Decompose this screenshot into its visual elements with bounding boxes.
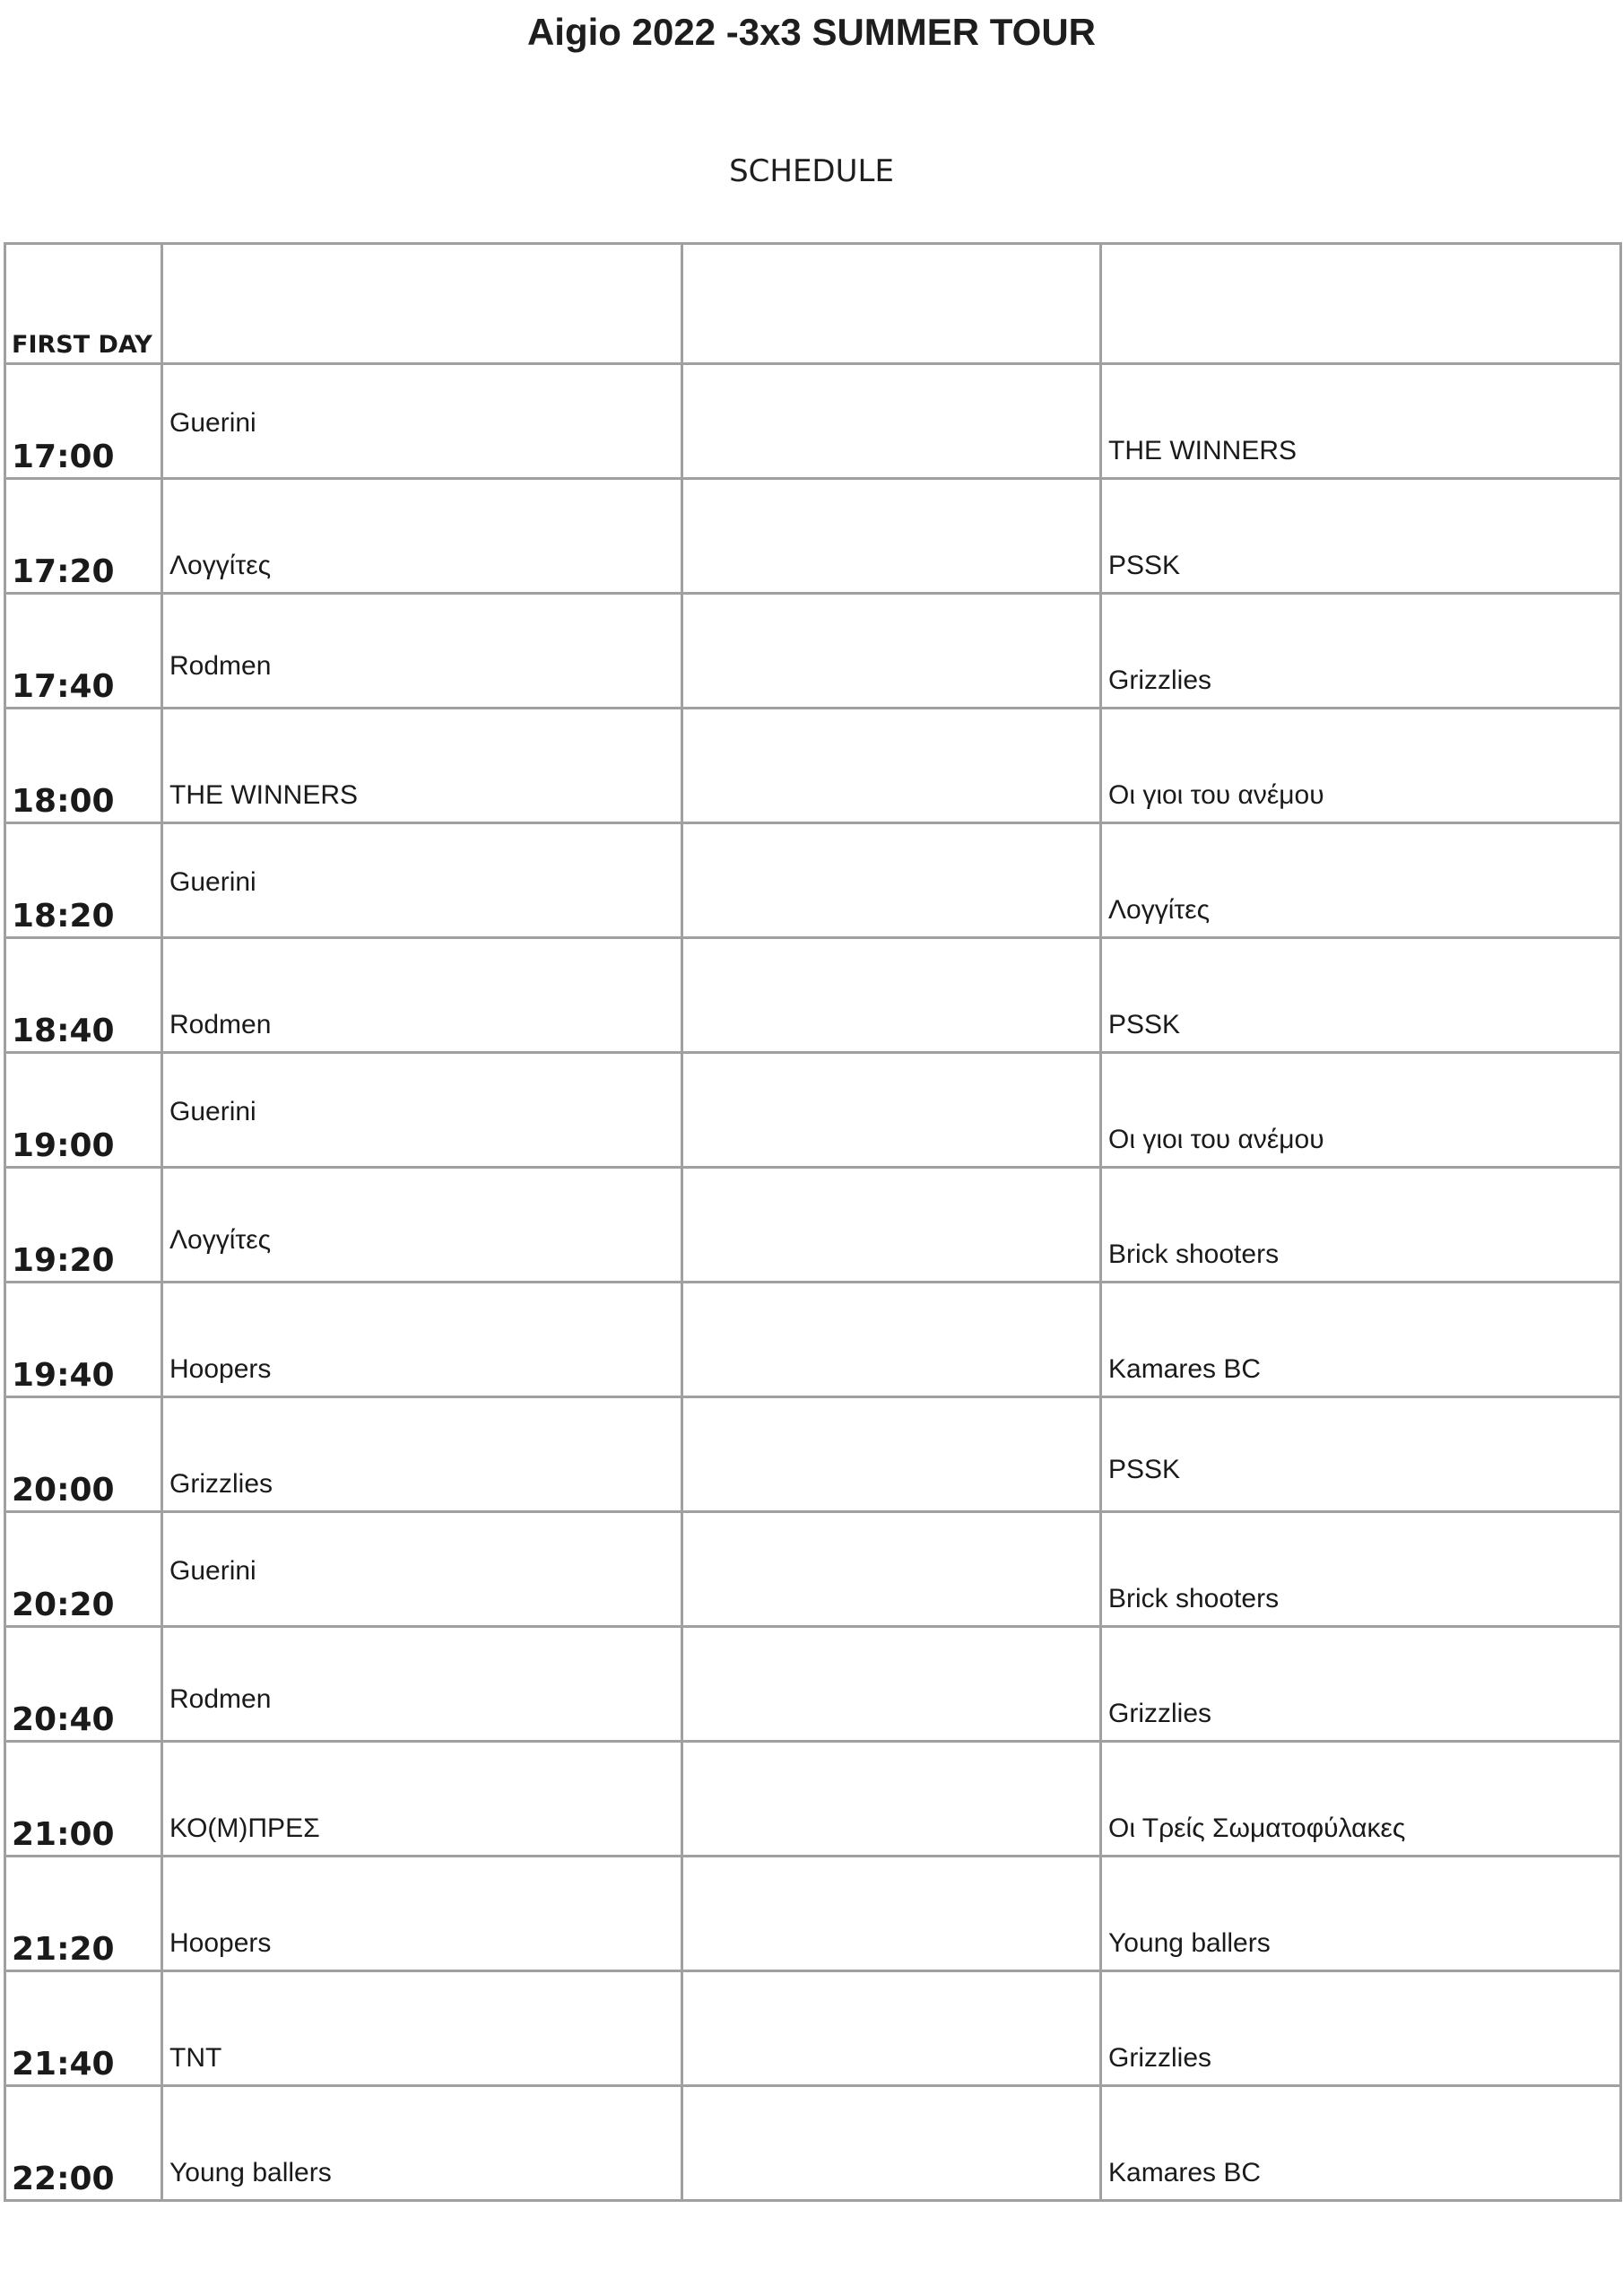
time-label: 22:00 [12, 2161, 115, 2197]
time-cell [5, 938, 162, 1053]
table-row [5, 1971, 1621, 2086]
time-label: 19:00 [12, 1127, 115, 1164]
team1-cell [162, 479, 682, 594]
team2-name: Kamares BC [1108, 1354, 1262, 1384]
team1-cell [162, 364, 682, 479]
empty-cell [682, 1053, 1101, 1168]
table-row [5, 1512, 1621, 1627]
team2-name: Grizzlies [1108, 1699, 1212, 1728]
team1-name: ΚΟ(Μ)ΠΡΕΣ [169, 1813, 320, 1843]
team2-cell [1101, 479, 1621, 594]
table-row [5, 823, 1621, 938]
time-label: 17:00 [12, 439, 115, 475]
time-cell [5, 1971, 162, 2086]
table-row [5, 1627, 1621, 1742]
team2-name: PSSK [1108, 1455, 1181, 1484]
time-cell [5, 823, 162, 938]
team1-name: TNT [169, 2043, 222, 2073]
page-title: Aigio 2022 -3x3 SUMMER TOUR [526, 11, 1097, 53]
day-label: FIRST DAY [12, 331, 152, 359]
empty-cell [682, 1857, 1101, 1971]
team2-cell [1101, 2086, 1621, 2201]
time-cell [5, 1627, 162, 1742]
table-row [5, 938, 1621, 1053]
team2-cell [1101, 1053, 1621, 1168]
time-cell [5, 479, 162, 594]
table-row [5, 1283, 1621, 1397]
time-label: 18:40 [12, 1013, 115, 1049]
team1-cell [162, 2086, 682, 2201]
team2-name: Οι γιοι του ανέμου [1108, 1125, 1324, 1154]
table-row [5, 1168, 1621, 1283]
team1-cell [162, 1168, 682, 1283]
team1-cell [162, 1742, 682, 1857]
time-label: 21:00 [12, 1816, 115, 1853]
empty-cell [682, 364, 1101, 479]
team2-cell [1101, 364, 1621, 479]
time-label: 21:40 [12, 2046, 115, 2083]
team1-name: Young ballers [169, 2158, 332, 2187]
time-label: 21:20 [12, 1931, 115, 1968]
time-label: 17:20 [12, 553, 115, 590]
team1-cell [162, 1857, 682, 1971]
team1-name: Hoopers [169, 1354, 272, 1384]
team2-cell [1101, 1857, 1621, 1971]
team1-name: Guerini [169, 408, 256, 438]
team2-cell [1101, 823, 1621, 938]
team1-name: Guerini [169, 867, 256, 897]
team1-name: Rodmen [169, 1684, 272, 1714]
team1-cell [162, 1627, 682, 1742]
team1-name: Λογγίτες [169, 1225, 272, 1255]
team2-cell [1101, 1512, 1621, 1627]
team2-name: Οι γιοι του ανέμου [1108, 780, 1324, 810]
empty-cell [682, 709, 1101, 823]
team2-name: Λογγίτες [1108, 895, 1211, 925]
empty-cell [682, 479, 1101, 594]
team1-cell [162, 709, 682, 823]
team1-cell [162, 1397, 682, 1512]
team2-name: Grizzlies [1108, 665, 1212, 695]
time-cell [5, 1397, 162, 1512]
empty-cell [682, 1283, 1101, 1397]
team2-name: PSSK [1108, 1010, 1181, 1039]
table-row [5, 709, 1621, 823]
team1-cell [162, 1053, 682, 1168]
team1-name: Grizzlies [169, 1469, 273, 1499]
table-row [5, 1742, 1621, 1857]
team2-cell [1101, 1971, 1621, 2086]
team1-cell [162, 594, 682, 709]
team2-cell [1101, 1283, 1621, 1397]
team2-name: Grizzlies [1108, 2043, 1212, 2073]
empty-cell [682, 1742, 1101, 1857]
team1-cell [162, 1512, 682, 1627]
time-cell [5, 594, 162, 709]
team1-name: THE WINNERS [169, 780, 358, 810]
team2-cell [1101, 1742, 1621, 1857]
time-cell [5, 1512, 162, 1627]
table-row [5, 364, 1621, 479]
empty-header-cell [162, 244, 682, 364]
time-cell [5, 1283, 162, 1397]
time-label: 19:40 [12, 1357, 115, 1394]
team1-name: Hoopers [169, 1928, 272, 1958]
table-header-row [5, 244, 1621, 364]
table-row [5, 1053, 1621, 1168]
team2-cell [1101, 1397, 1621, 1512]
team2-cell [1101, 709, 1621, 823]
empty-cell [682, 938, 1101, 1053]
team2-name: Brick shooters [1108, 1584, 1280, 1613]
time-label: 20:20 [12, 1587, 115, 1623]
schedule-table [4, 242, 1622, 2202]
empty-cell [682, 1512, 1101, 1627]
table-row [5, 2086, 1621, 2201]
time-cell [5, 709, 162, 823]
team2-name: Brick shooters [1108, 1239, 1280, 1269]
time-label: 18:20 [12, 898, 115, 935]
page-subtitle: SCHEDULE [729, 153, 894, 189]
time-label: 17:40 [12, 668, 115, 705]
team2-cell [1101, 594, 1621, 709]
team1-cell [162, 823, 682, 938]
team2-name: PSSK [1108, 551, 1181, 580]
team2-cell [1101, 1168, 1621, 1283]
team1-cell [162, 938, 682, 1053]
team1-name: Rodmen [169, 1010, 272, 1039]
team1-name: Λογγίτες [169, 551, 272, 580]
empty-header-cell [682, 244, 1101, 364]
team1-cell [162, 1283, 682, 1397]
table-row [5, 1397, 1621, 1512]
time-cell [5, 2086, 162, 2201]
table-row [5, 1857, 1621, 1971]
time-label: 20:40 [12, 1701, 115, 1738]
team1-name: Guerini [169, 1097, 256, 1126]
team1-name: Guerini [169, 1556, 256, 1586]
team2-cell [1101, 938, 1621, 1053]
empty-cell [682, 1627, 1101, 1742]
team1-name: Rodmen [169, 651, 272, 681]
team2-name: Οι Τρείς Σωματοφύλακες [1108, 1813, 1406, 1843]
empty-cell [682, 594, 1101, 709]
table-row [5, 479, 1621, 594]
time-cell [5, 364, 162, 479]
empty-cell [682, 1397, 1101, 1512]
empty-cell [682, 2086, 1101, 2201]
team1-cell [162, 1971, 682, 2086]
time-cell [5, 1857, 162, 1971]
empty-cell [682, 1168, 1101, 1283]
empty-cell [682, 1971, 1101, 2086]
team2-name: THE WINNERS [1108, 436, 1297, 465]
team2-name: Kamares BC [1108, 2158, 1262, 2187]
empty-cell [682, 823, 1101, 938]
time-cell [5, 1742, 162, 1857]
time-label: 18:00 [12, 783, 115, 820]
day-label-cell [5, 244, 162, 364]
empty-header-cell [1101, 244, 1621, 364]
time-label: 20:00 [12, 1472, 115, 1509]
time-cell [5, 1168, 162, 1283]
time-cell [5, 1053, 162, 1168]
time-label: 19:20 [12, 1242, 115, 1279]
team2-cell [1101, 1627, 1621, 1742]
team2-name: Young ballers [1108, 1928, 1271, 1958]
table-row [5, 594, 1621, 709]
